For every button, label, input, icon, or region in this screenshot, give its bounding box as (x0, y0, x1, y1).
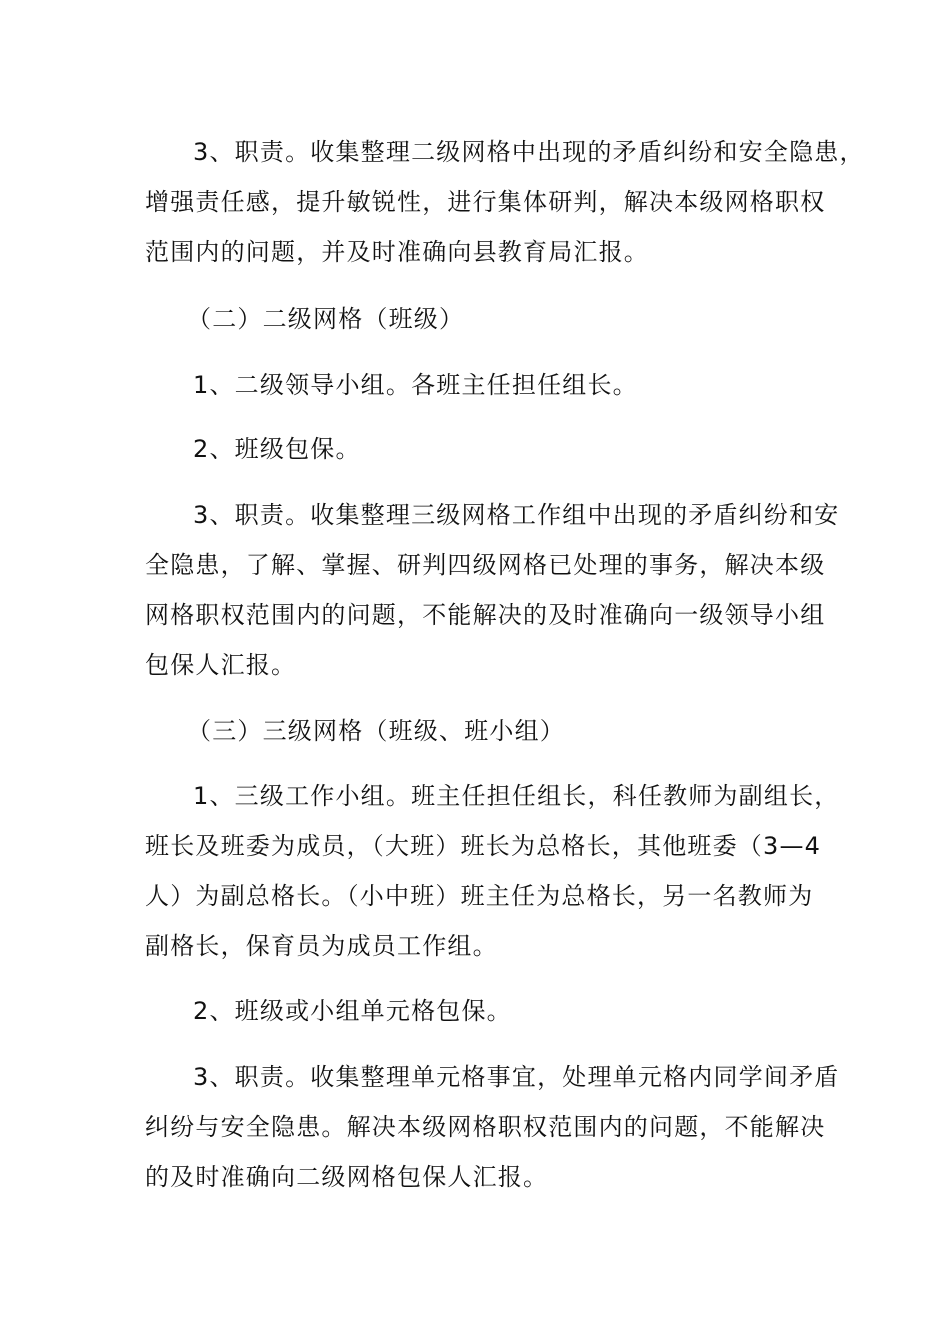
text-line: 人）为副总格长。（小中班）班主任为总格长，另一名教师为 (145, 882, 814, 910)
text-line: 全隐患，了解、掌握、研判四级网格已处理的事务，解决本级 (145, 551, 826, 579)
text-line: 2、班级或小组单元格包保。 (193, 997, 512, 1025)
section-heading-level3-grid: （三）三级网格（班级、班小组） (187, 717, 565, 745)
text-line: 3、职责。收集整理三级网格工作组中出现的矛盾纠纷和安 (193, 501, 840, 529)
paragraph-class-guarantee (145, 424, 815, 474)
text-line: 副格长，保育员为成员工作组。 (145, 932, 498, 960)
paragraph-duties-level1 (145, 127, 865, 277)
text-line: 3、职责。收集整理二级网格中出现的矛盾纠纷和安全隐患， (193, 138, 865, 166)
section-heading-level2-grid: （二）二级网格（班级） (187, 305, 465, 333)
text-line: 的及时准确向二级网格包保人汇报。 (145, 1163, 549, 1191)
paragraph-cell-guarantee (145, 986, 815, 1036)
text-line: 1、二级领导小组。各班主任担任组长。 (193, 371, 638, 399)
text-line: 1、三级工作小组。班主任担任组长，科任教师为副组长， (193, 782, 840, 810)
text-line: 3、职责。收集整理单元格事宜，处理单元格内同学间矛盾 (193, 1063, 840, 1091)
text-line: 增强责任感，提升敏锐性，进行集体研判，解决本级网格职权 (145, 188, 826, 216)
text-line: 网格职权范围内的问题，不能解决的及时准确向一级领导小组 (145, 601, 826, 629)
text-line: 班长及班委为成员，（大班）班长为总格长，其他班委（3—4 (145, 832, 822, 860)
text-line: 纠纷与安全隐患。解决本级网格职权范围内的问题，不能解决 (145, 1113, 826, 1141)
text-line: 2、班级包保。 (193, 435, 361, 463)
paragraph-level2-leader-group (145, 360, 815, 410)
paragraph-duties-level3 (145, 1052, 840, 1202)
paragraph-level3-work-group (145, 771, 840, 971)
paragraph-duties-level2 (145, 490, 840, 690)
text-line: 包保人汇报。 (145, 651, 297, 679)
text-line: 范围内的问题，并及时准确向县教育局汇报。 (145, 238, 649, 266)
